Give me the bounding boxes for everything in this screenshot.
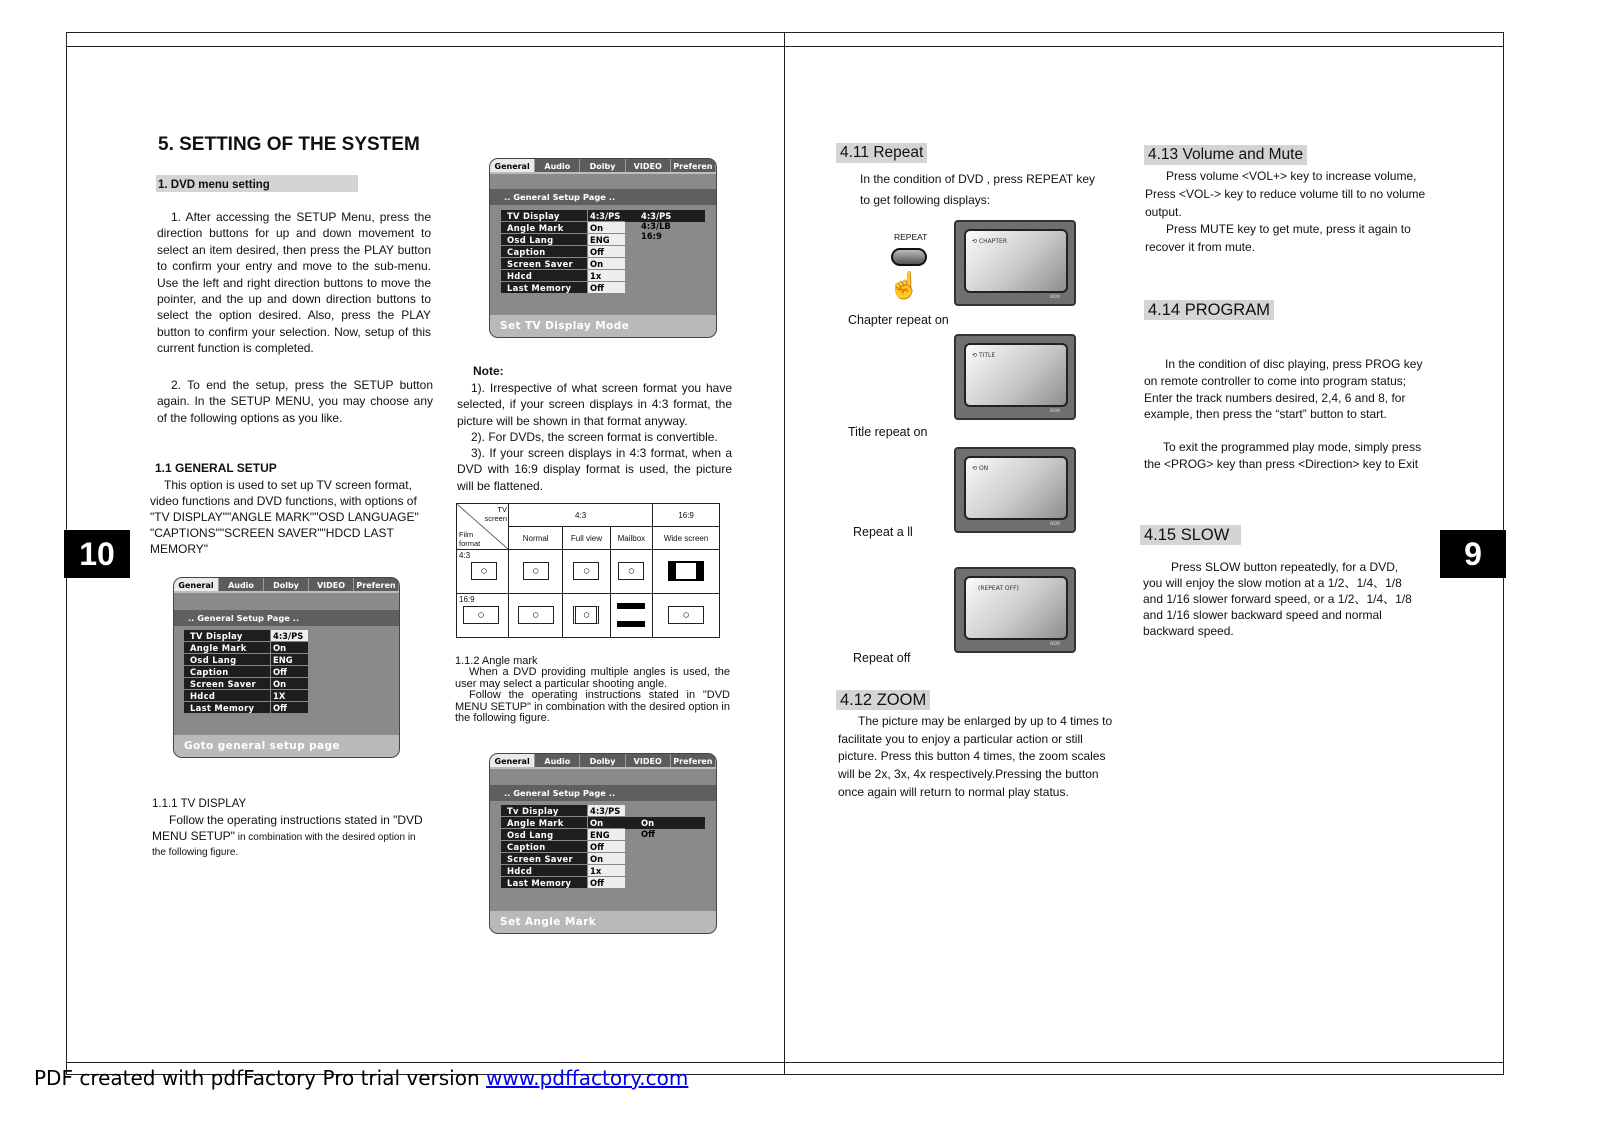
letterbox-icon [617, 603, 645, 627]
volume-mute-heading: 4.13 Volume and Mute [1144, 145, 1307, 165]
osd-item-list [184, 630, 308, 714]
osd-item-name: Angle Mark [501, 222, 587, 234]
osd-item-value: 4:3/PS [587, 210, 625, 222]
osd-option-list [641, 818, 655, 840]
osd-row[interactable] [184, 690, 308, 702]
table-cell [509, 594, 563, 638]
osd-row[interactable] [184, 678, 308, 690]
osd-row[interactable] [501, 222, 625, 234]
osd-row-selected[interactable] [501, 210, 625, 222]
osd-tab-video[interactable]: VIDEO [626, 754, 671, 767]
osd-tab-dolby[interactable]: Dolby [580, 159, 625, 172]
tv-screen [964, 456, 1068, 520]
osd-footer: Goto general setup page [174, 735, 399, 757]
tv-screen [964, 576, 1068, 640]
osd-tab-bar [490, 159, 716, 174]
slow-heading: 4.15 SLOW [1140, 525, 1241, 545]
pillarbox-icon [668, 561, 704, 581]
osd-item-value: ENG [587, 234, 625, 246]
osd-item-value: Off [587, 246, 625, 258]
tv-screen-label: TV screen [484, 505, 507, 523]
osd-item-list [501, 805, 625, 889]
osd-item-value: 1x [587, 865, 625, 877]
osd-row[interactable] [501, 805, 625, 817]
osd-tab-audio[interactable]: Audio [535, 754, 580, 767]
osd-item-value: On [270, 642, 308, 654]
table-cell [610, 594, 653, 638]
osd-subtitle: .. General Setup Page .. [490, 189, 716, 205]
program-heading: 4.14 PROGRAM [1144, 300, 1274, 320]
osd-option[interactable]: 4:3/PS [641, 211, 672, 221]
osd-item-value: On [587, 222, 625, 234]
subheader-mailbox: Mailbox [610, 527, 653, 550]
osd-item-name: Caption [501, 841, 587, 853]
osd-item-name: Osd Lang [501, 829, 587, 841]
osd-tab-general[interactable]: General [174, 578, 219, 591]
caption-repeat-off: Repeat off [853, 651, 911, 665]
osd-item-value: 1x [587, 270, 625, 282]
osd-general-setup-menu [173, 577, 400, 758]
setup-paragraph-1: 1. After accessing the SETUP Menu, press the direction buttons for up and down movement to select an item desired, then press the PLAY button to confirm your entry and move to the sub-menu. Use the left and right direction buttons to move the pointer, and the up and down direction buttons to select the option desired. Also, press the PLAY button to confirm your selection. Now, setup of this current function is completed. [157, 210, 431, 356]
tv-controls: ooo [1049, 521, 1060, 527]
osd-item-name: Screen Saver [501, 853, 587, 865]
osd-item-value: Off [587, 877, 625, 889]
col-4-3-header: 4:3 [509, 504, 653, 527]
osd-tab-preferences[interactable]: Preferen [671, 754, 716, 767]
row-label-4-3 [457, 550, 509, 594]
tv-screen [964, 343, 1068, 407]
osd-item-list [501, 210, 625, 294]
general-setup-heading: 1.1 GENERAL SETUP [155, 461, 277, 475]
dvd-menu-setting-heading [156, 175, 358, 192]
osd-row[interactable] [501, 258, 625, 270]
tv-display-heading: 1.1.1 TV DISPLAY [152, 798, 247, 810]
osd-item-value: On [270, 678, 308, 690]
caption-chapter-repeat: Chapter repeat on [848, 313, 949, 327]
repeat-button-label: REPEAT [894, 232, 928, 242]
osd-item-value: 4:3/PS [587, 805, 625, 817]
film-format-label: Film format [459, 530, 481, 548]
center-divider [784, 32, 785, 1075]
repeat-text: In the condition of DVD , press REPEAT key to get following displays: [860, 172, 1095, 207]
tv-display-text [152, 813, 428, 860]
col-16-9-header: 16:9 [653, 504, 720, 527]
osd-item-value: ENG [270, 654, 308, 666]
table-cell [653, 594, 720, 638]
osd-footer: Set TV Display Mode [490, 315, 716, 337]
osd-tab-general[interactable]: General [490, 159, 535, 172]
top-rule [66, 46, 1504, 47]
osd-item-name: Hdcd [501, 270, 587, 282]
tv-repeat-all [954, 447, 1076, 533]
setup-paragraph-2: 2. To end the setup, press the SETUP button again. In the SETUP MENU, you may choose any of the following options as you like. [157, 378, 433, 425]
osd-tab-preferences[interactable]: Preferen [671, 159, 716, 172]
picture-icon [573, 562, 599, 580]
osd-item-name: Hdcd [184, 690, 270, 702]
osd-item-value: Off [270, 666, 308, 678]
volume-text-1: Press volume <VOL+> key to increase volume, Press <VOL-> key to reduce volume till to no volume output. [1145, 169, 1426, 219]
osd-item-name: Osd Lang [501, 234, 587, 246]
repeat-heading: 4.11 Repeat [836, 143, 927, 163]
pdf-footer [34, 1066, 688, 1090]
osd-tab-audio[interactable]: Audio [219, 578, 264, 591]
widescreen-icon [463, 606, 499, 624]
osd-item-name: Last Memory [501, 282, 587, 294]
repeat-icon: ⟲ ON [972, 465, 989, 472]
page-number-right: 9 [1440, 530, 1506, 578]
subheader-wide-screen: Wide screen [653, 527, 720, 550]
osd-tab-dolby[interactable]: Dolby [580, 754, 625, 767]
tv-controls: ooo [1049, 641, 1060, 647]
caption-repeat-all: Repeat a ll [853, 525, 913, 539]
osd-item-name: TV Display [501, 210, 587, 222]
osd-item-value: ENG [587, 829, 625, 841]
osd-item-value: On [587, 817, 625, 829]
table-cell [610, 550, 653, 594]
osd-item-name: Osd Lang [184, 654, 270, 666]
osd-row[interactable] [501, 270, 625, 282]
osd-item-name: Hdcd [501, 865, 587, 877]
osd-tab-preferences[interactable]: Preferen [354, 578, 399, 591]
tv-controls: ooo [1049, 408, 1060, 414]
tv-controls: ooo [1049, 294, 1060, 300]
osd-row[interactable] [184, 630, 308, 642]
osd-tab-dolby[interactable]: Dolby [264, 578, 309, 591]
zoom-text: The picture may be enlarged by up to 4 times to facilitate you to enjoy a particular action or still picture. Press this button 4 times, the zoom scales will be 2x, 3x, 4x respectively.Pressing the button once again will return to normal play status. [838, 714, 1113, 799]
osd-row[interactable] [184, 642, 308, 654]
row-label-text: 4:3 [459, 551, 471, 560]
osd-row[interactable] [184, 702, 308, 714]
tv-display-text-a: Follow the operating instructions stated in "DVD MENU SETUP" [152, 813, 423, 843]
osd-row[interactable] [501, 853, 625, 865]
osd-row[interactable] [501, 234, 625, 246]
table-cell [563, 594, 610, 638]
program-text-1: In the condition of disc playing, press PROG key on remote controller to come into program status; Enter the track numbers desired, 2,4, 6 and 8, for example, then press the “start” button to start. [1144, 357, 1423, 422]
volume-text-2: Press MUTE key to get mute, press it again to recover it from mute. [1145, 222, 1411, 254]
osd-row[interactable] [501, 282, 625, 294]
osd-row[interactable] [501, 841, 625, 853]
osd-item-name: Screen Saver [501, 258, 587, 270]
note-heading: Note: [473, 364, 504, 378]
screen-format-table [456, 503, 720, 638]
tv-screen [964, 229, 1068, 293]
osd-item-name: Angle Mark [184, 642, 270, 654]
subheader-full-view: Full view [563, 527, 610, 550]
note-item-2: 2). For DVDs, the screen format is convertible. [471, 430, 718, 444]
osd-row[interactable] [501, 877, 625, 889]
osd-tab-video[interactable]: VIDEO [309, 578, 354, 591]
osd-item-name: Tv Display [501, 805, 587, 817]
picture-icon [573, 606, 599, 624]
osd-item-name: Last Memory [184, 702, 270, 714]
osd-tab-bar [174, 578, 399, 593]
osd-row[interactable] [501, 246, 625, 258]
repeat-icon: ⟲ CHAPTER [972, 238, 1007, 245]
osd-angle-mark-menu [489, 753, 717, 934]
osd-option[interactable]: 4:3/LB [641, 221, 671, 231]
subheader-normal: Normal [509, 527, 563, 550]
table-cell [563, 550, 610, 594]
caption-title-repeat: Title repeat on [848, 425, 928, 439]
dvd-menu-setting-label: 1. DVD menu setting [158, 179, 270, 191]
tv-screen-label: TITLE [978, 352, 996, 359]
osd-item-value: Off [587, 282, 625, 294]
zoom-heading: 4.12 ZOOM [836, 690, 930, 710]
osd-item-value: 4:3/PS [270, 630, 308, 642]
osd-row[interactable] [501, 865, 625, 877]
osd-item-name: Caption [184, 666, 270, 678]
widescreen-icon [518, 606, 554, 624]
pointing-hand-icon: ☝ [888, 270, 921, 300]
pdffactory-link[interactable]: www.pdffactory.com [485, 1066, 689, 1090]
angle-mark-text-1: When a DVD providing multiple angles is used, the user may select a particular shooting angle. [455, 666, 730, 690]
tv-screen-label: CHAPTER [978, 238, 1007, 245]
picture-icon [523, 562, 549, 580]
osd-tab-general[interactable]: General [490, 754, 535, 767]
table-cell [653, 550, 720, 594]
bottom-rule [66, 1062, 1504, 1063]
osd-option[interactable]: Off [641, 829, 655, 839]
osd-row[interactable] [184, 666, 308, 678]
osd-option[interactable]: 16:9 [641, 231, 662, 241]
angle-mark-text-2: Follow the operating instructions stated in "DVD MENU SETUP" in combination with the desired option in the following figure. [455, 689, 730, 724]
osd-item-name: TV Display [184, 630, 270, 642]
osd-tab-video[interactable]: VIDEO [626, 159, 671, 172]
repeat-icon: ⟲ TITLE [972, 352, 996, 359]
osd-item-value: On [587, 258, 625, 270]
tv-chapter-repeat [954, 220, 1076, 306]
osd-item-value: 1X [270, 690, 308, 702]
row-label-16-9 [457, 594, 509, 638]
tv-display-text-b: in combination with the desired option in the following figure. [152, 832, 416, 858]
osd-subtitle: .. General Setup Page .. [174, 610, 399, 626]
tv-repeat-off [954, 567, 1076, 653]
table-corner-cell [457, 504, 509, 550]
osd-tv-display-menu [489, 158, 717, 338]
page-title: 5. SETTING OF THE SYSTEM [158, 134, 420, 155]
slow-text: Press SLOW button repeatedly, for a DVD, you will enjoy the slow motion at a 1/2、1/4、1/8 and 1/16 slower forward speed, or a 1/2、1/4、1/8 and 1/16 slower backward speed and normal backward speed. [1143, 560, 1412, 638]
osd-item-value: On [587, 853, 625, 865]
osd-item-value: Off [270, 702, 308, 714]
osd-option[interactable]: On [641, 818, 655, 828]
osd-footer: Set Angle Mark [490, 911, 716, 933]
table-cell [509, 550, 563, 594]
note-item-1: 1). Irrespective of what screen format you have selected, if your screen displays in 4:3 format, the picture will be shown in that format anyway. [457, 381, 732, 428]
note-item-3: 3). If your screen displays in 4:3 format, when a DVD with 16:9 display format is used, the picture will be flattened. [457, 446, 732, 493]
page-number-left: 10 [64, 530, 130, 578]
picture-icon [471, 562, 497, 580]
tv-title-repeat [954, 334, 1076, 420]
osd-option-list [641, 211, 671, 241]
widescreen-icon [668, 606, 704, 624]
osd-selection-bar [625, 817, 705, 829]
osd-item-value: Off [587, 841, 625, 853]
osd-item-name: Screen Saver [184, 678, 270, 690]
osd-item-name: Last Memory [501, 877, 587, 889]
osd-tab-audio[interactable]: Audio [535, 159, 580, 172]
osd-item-name: Caption [501, 246, 587, 258]
picture-icon [618, 562, 644, 580]
osd-row[interactable] [501, 829, 625, 841]
angle-mark-heading: 1.1.2 Angle mark [455, 655, 538, 667]
pdf-footer-text: PDF created with pdfFactory Pro trial version [34, 1066, 486, 1090]
osd-row[interactable] [184, 654, 308, 666]
row-label-text: 16:9 [459, 595, 475, 604]
tv-screen-label: (REPEAT OFF) [978, 585, 1019, 592]
repeat-button[interactable] [891, 248, 927, 266]
general-setup-text: This option is used to set up TV screen format, video functions and DVD functions, with options of "TV DISPLAY""ANGLE MARK""OSD LANGUAGE" "CAPTIONS""SCREEN SAVER""HDCD LAST MEMORY" [150, 478, 419, 556]
osd-item-name: Angle Mark [501, 817, 587, 829]
osd-row-selected[interactable] [501, 817, 625, 829]
tv-screen-label: ON [978, 465, 989, 472]
osd-tab-bar [490, 754, 716, 769]
osd-subtitle: .. General Setup Page .. [490, 785, 716, 801]
program-text-2: To exit the programmed play mode, simply press the <PROG> key than press <Direction> key to Exit [1144, 440, 1422, 471]
